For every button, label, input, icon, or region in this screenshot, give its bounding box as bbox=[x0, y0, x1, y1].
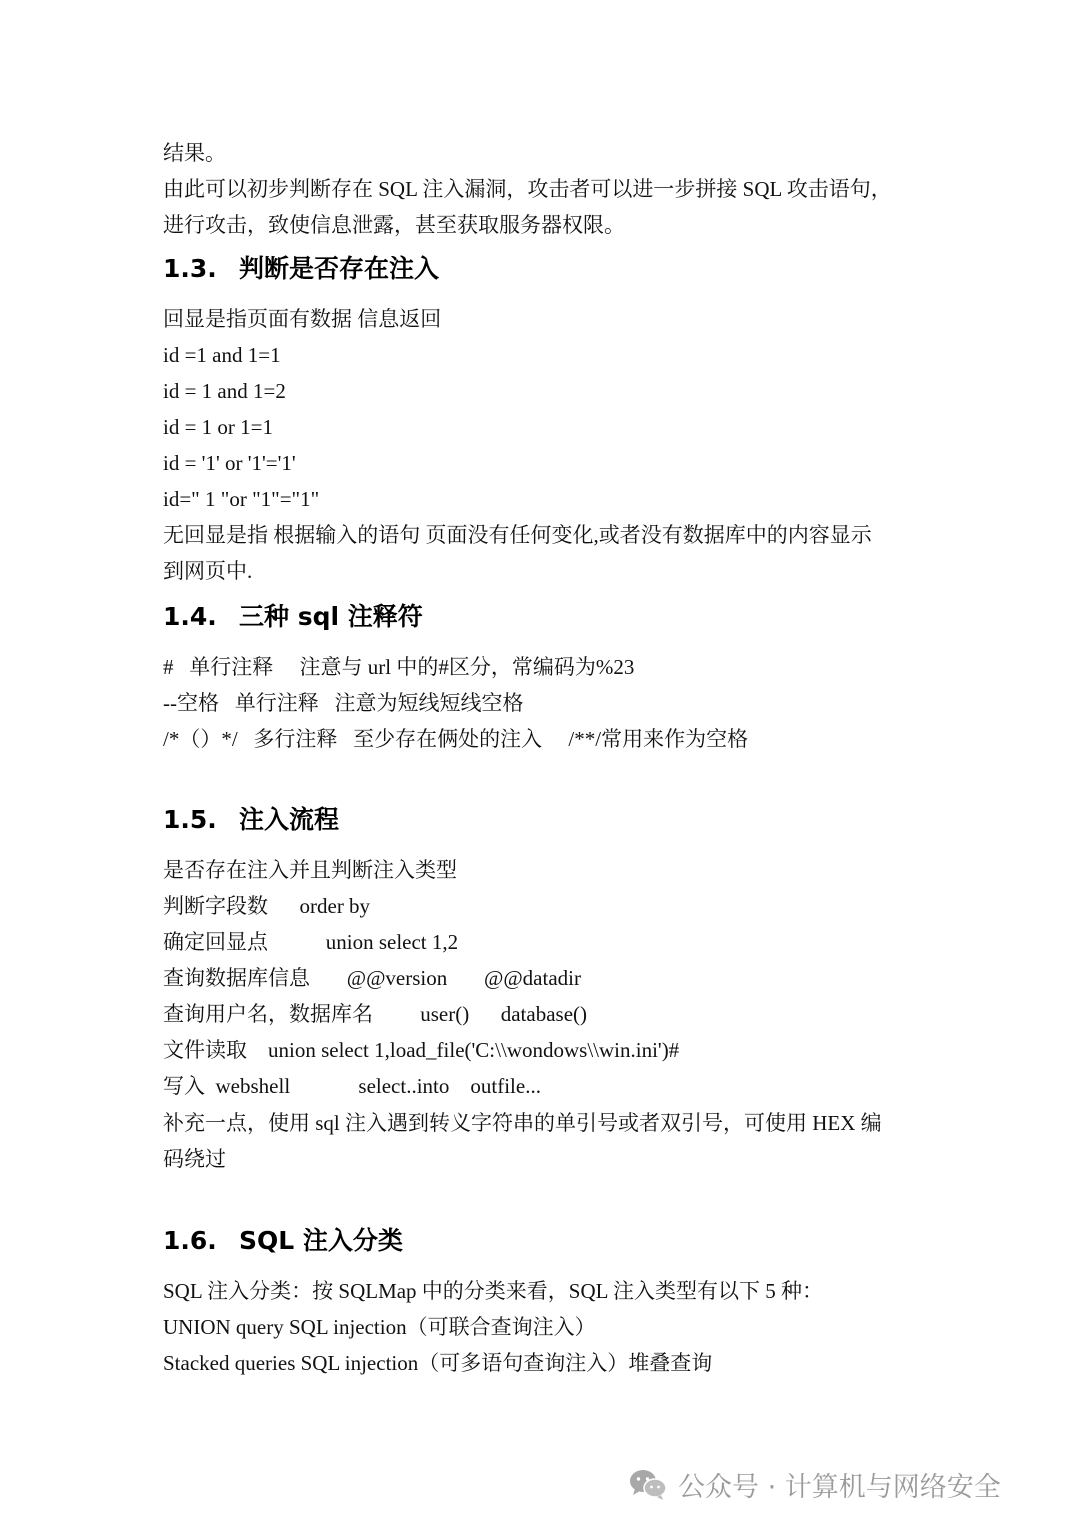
body-line: UNION query SQL injection（可联合查询注入） bbox=[163, 1315, 596, 1339]
watermark-text: 公众号 · 计算机与网络安全 bbox=[678, 1471, 1001, 1503]
section-heading-1-5 bbox=[163, 804, 339, 836]
section-title: 三种 sql 注释符 bbox=[239, 602, 423, 631]
body-line: 到网页中. bbox=[163, 559, 253, 583]
section-title: 注入流程 bbox=[239, 805, 340, 834]
body-line: 查询数据库信息 @@version @@datadir bbox=[163, 966, 581, 990]
wechat-icon bbox=[628, 1467, 668, 1501]
body-line: # 单行注释 注意与 url 中的#区分，常编码为%23 bbox=[163, 655, 635, 679]
code-line: id = '1' or '1'='1' bbox=[163, 451, 296, 475]
body-line: SQL 注入分类：按 SQLMap 中的分类来看，SQL 注入类型有以下 5 种： bbox=[163, 1279, 823, 1303]
body-line: 查询用户名，数据库名 user() database() bbox=[163, 1002, 587, 1026]
body-line: 码绕过 bbox=[163, 1147, 226, 1171]
code-line: id =1 and 1=1 bbox=[163, 343, 281, 367]
intro-line: 进行攻击，致使信息泄露，甚至获取服务器权限。 bbox=[163, 213, 625, 237]
section-heading-1-3 bbox=[163, 253, 439, 285]
section-heading-1-4 bbox=[163, 601, 423, 633]
section-number: 1.4. bbox=[163, 602, 217, 631]
code-line: id = 1 or 1=1 bbox=[163, 415, 274, 439]
section-number: 1.6. bbox=[163, 1226, 217, 1255]
body-line: 无回显是指 根据输入的语句 页面没有任何变化,或者没有数据库中的内容显示 bbox=[163, 523, 872, 547]
body-line: Stacked queries SQL injection（可多语句查询注入）堆叠查询 bbox=[163, 1351, 713, 1375]
body-line: /*（）*/ 多行注释 至少存在俩处的注入 /**/常用来作为空格 bbox=[163, 727, 749, 751]
section-heading-1-6 bbox=[163, 1225, 403, 1257]
section-number: 1.5. bbox=[163, 805, 217, 834]
body-line: 回显是指页面有数据 信息返回 bbox=[163, 307, 442, 331]
body-line: 写入 webshell select..into outfile... bbox=[163, 1074, 541, 1098]
body-line: 判断字段数 order by bbox=[163, 894, 371, 918]
intro-line: 结果。 bbox=[163, 141, 226, 165]
section-title: 判断是否存在注入 bbox=[239, 254, 440, 283]
intro-line: 由此可以初步判断存在 SQL 注入漏洞，攻击者可以进一步拼接 SQL 攻击语句， bbox=[163, 177, 892, 201]
code-line: id = 1 and 1=2 bbox=[163, 379, 286, 403]
body-line: --空格 单行注释 注意为短线短线空格 bbox=[163, 691, 524, 715]
section-number: 1.3. bbox=[163, 254, 217, 283]
body-line: 补充一点，使用 sql 注入遇到转义字符串的单引号或者双引号，可使用 HEX 编 bbox=[163, 1111, 882, 1135]
body-line: 确定回显点 union select 1,2 bbox=[163, 930, 459, 954]
section-title: SQL 注入分类 bbox=[239, 1226, 403, 1255]
body-line: 文件读取 union select 1,load_file('C:\\wondows\\win.ini')# bbox=[163, 1038, 680, 1062]
body-line: 是否存在注入并且判断注入类型 bbox=[163, 858, 457, 882]
watermark bbox=[628, 1462, 1001, 1506]
code-line: id=" 1 "or "1"="1" bbox=[163, 487, 320, 511]
